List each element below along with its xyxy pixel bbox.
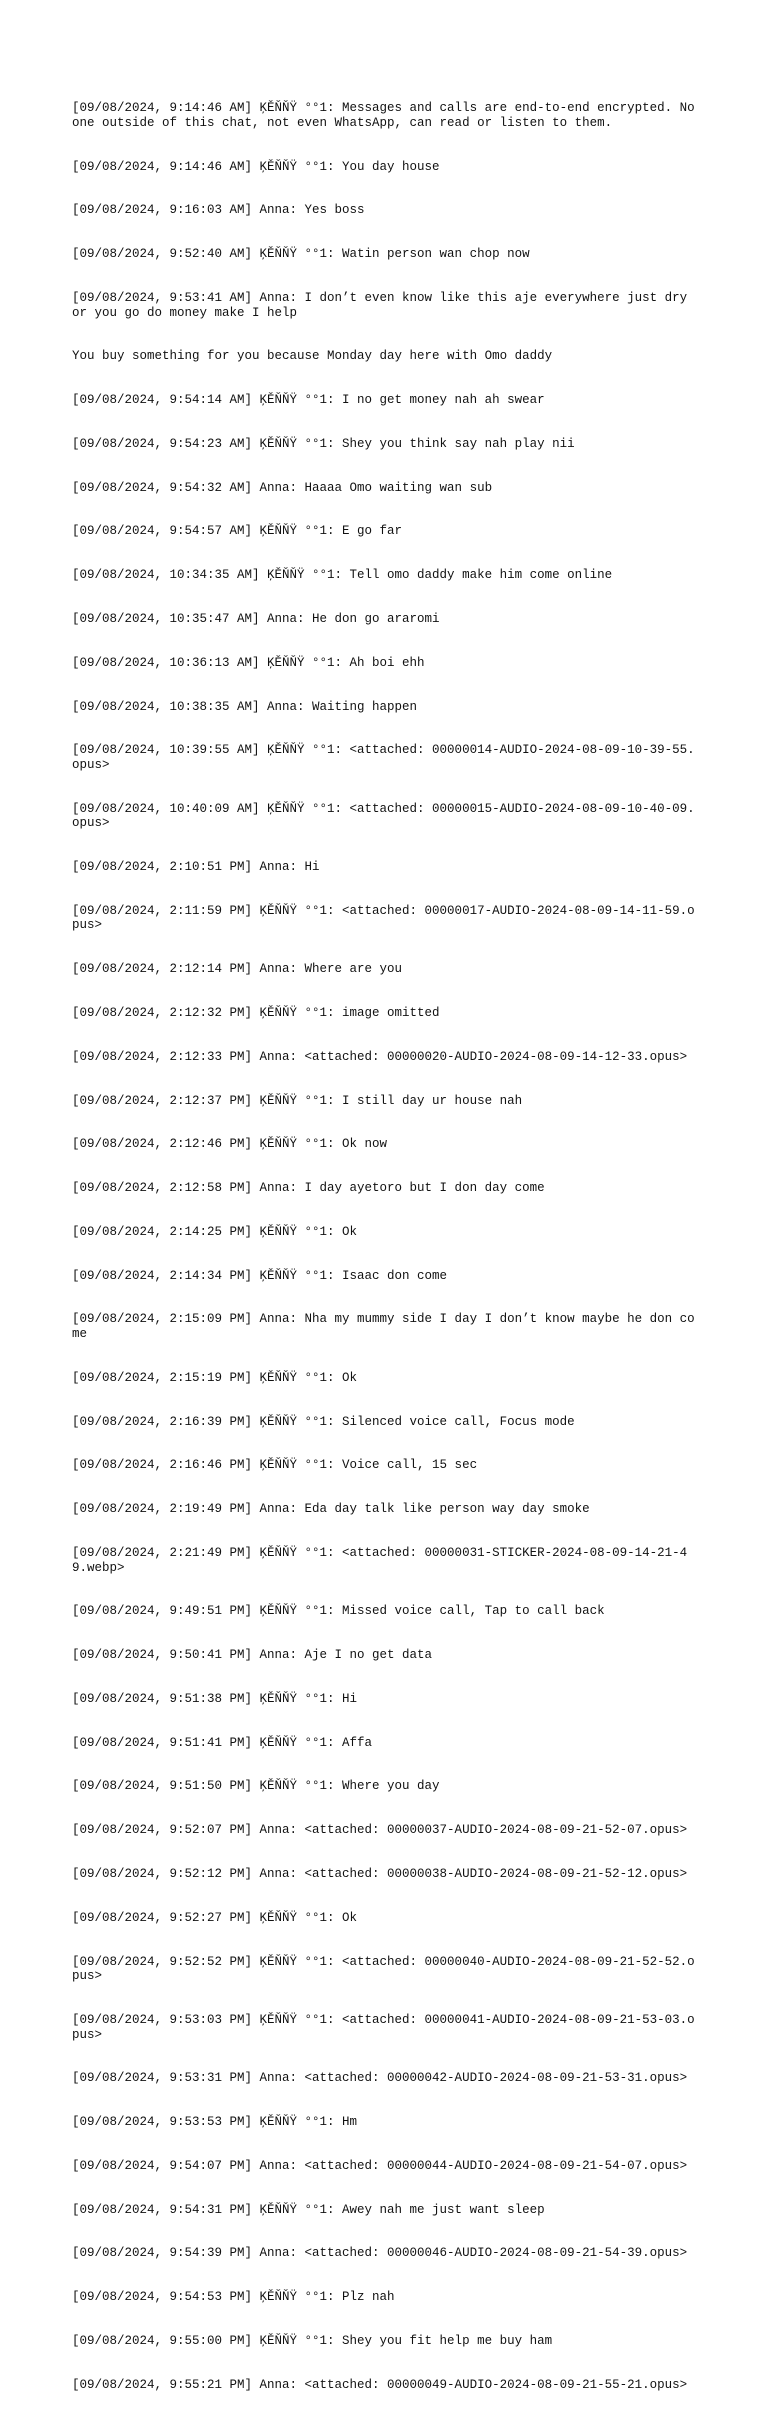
message-line: [09/08/2024, 9:54:23 AM] ĶĚŇŇŸ °°1: Shey you think say nah play nii bbox=[72, 436, 575, 451]
message-line: [09/08/2024, 2:21:49 PM] ĶĚŇŇŸ °°1: <attached: 00000031-STICKER-2024-08-09-14-21-49.webp> bbox=[72, 1545, 688, 1575]
message-line: [09/08/2024, 9:54:31 PM] ĶĚŇŇŸ °°1: Awey nah me just want sleep bbox=[72, 2202, 545, 2217]
message-line: [09/08/2024, 9:53:53 PM] ĶĚŇŇŸ °°1: Hm bbox=[72, 2115, 358, 2130]
message-line: [09/08/2024, 9:52:12 PM] Anna: <attached: 00000038-AUDIO-2024-08-09-21-52-12.opus> bbox=[72, 1867, 688, 1882]
message-line: [09/08/2024, 9:51:50 PM] ĶĚŇŇŸ °°1: Where you day bbox=[72, 1779, 440, 1794]
message-line: [09/08/2024, 10:34:35 AM] ĶĚŇŇŸ °°1: Tell omo daddy make him come online bbox=[72, 568, 613, 583]
message-line: [09/08/2024, 9:53:03 PM] ĶĚŇŇŸ °°1: <attached: 00000041-AUDIO-2024-08-09-21-53-03.opus> bbox=[72, 2012, 695, 2042]
message-line: [09/08/2024, 9:51:41 PM] ĶĚŇŇŸ °°1: Affa bbox=[72, 1735, 373, 1750]
message-line: [09/08/2024, 2:12:14 PM] Anna: Where are you bbox=[72, 962, 403, 977]
message-line: [09/08/2024, 2:14:34 PM] ĶĚŇŇŸ °°1: Isaac don come bbox=[72, 1268, 448, 1283]
chat-transcript bbox=[72, 72, 703, 2422]
message-line: [09/08/2024, 2:10:51 PM] Anna: Hi bbox=[72, 860, 320, 875]
message-line: [09/08/2024, 2:19:49 PM] Anna: Eda day talk like person way day smoke bbox=[72, 1502, 590, 1517]
message-line: [09/08/2024, 2:12:58 PM] Anna: I day ayetoro but I don day come bbox=[72, 1181, 545, 1196]
message-line: [09/08/2024, 9:14:46 AM] ĶĚŇŇŸ °°1: Messages and calls are end-to-end encrypted. No one outside of this chat, not even WhatsApp, can read or listen to them. bbox=[72, 101, 703, 130]
message-line: [09/08/2024, 9:54:14 AM] ĶĚŇŇŸ °°1: I no get money nah ah swear bbox=[72, 393, 545, 408]
message-line: [09/08/2024, 9:52:07 PM] Anna: <attached: 00000037-AUDIO-2024-08-09-21-52-07.opus> bbox=[72, 1823, 688, 1838]
message-line: [09/08/2024, 9:49:51 PM] ĶĚŇŇŸ °°1: Missed voice call, Tap to call back bbox=[72, 1604, 605, 1619]
message-line: [09/08/2024, 9:52:52 PM] ĶĚŇŇŸ °°1: <attached: 00000040-AUDIO-2024-08-09-21-52-52.opus> bbox=[72, 1954, 695, 1984]
message-line: [09/08/2024, 2:11:59 PM] ĶĚŇŇŸ °°1: <attached: 00000017-AUDIO-2024-08-09-14-11-59.opus> bbox=[72, 903, 695, 933]
message-line: [09/08/2024, 9:54:57 AM] ĶĚŇŇŸ °°1: E go far bbox=[72, 524, 403, 539]
message-line: You buy something for you because Monday day here with Omo daddy bbox=[72, 349, 553, 364]
message-line: [09/08/2024, 2:12:33 PM] Anna: <attached: 00000020-AUDIO-2024-08-09-14-12-33.opus> bbox=[72, 1049, 688, 1064]
message-line: [09/08/2024, 2:15:19 PM] ĶĚŇŇŸ °°1: Ok bbox=[72, 1370, 358, 1385]
message-line: [09/08/2024, 2:15:09 PM] Anna: Nha my mummy side I day I don’t know maybe he don come bbox=[72, 1312, 695, 1342]
message-line: [09/08/2024, 10:40:09 AM] ĶĚŇŇŸ °°1: <attached: 00000015-AUDIO-2024-08-09-10-40-09.opus> bbox=[72, 801, 695, 831]
message-line: [09/08/2024, 9:14:46 AM] ĶĚŇŇŸ °°1: You day house bbox=[72, 159, 440, 174]
message-line: [09/08/2024, 9:55:21 PM] Anna: <attached: 00000049-AUDIO-2024-08-09-21-55-21.opus> bbox=[72, 2377, 688, 2392]
message-line: [09/08/2024, 2:14:25 PM] ĶĚŇŇŸ °°1: Ok bbox=[72, 1224, 358, 1239]
message-line: [09/08/2024, 9:53:31 PM] Anna: <attached: 00000042-AUDIO-2024-08-09-21-53-31.opus> bbox=[72, 2071, 688, 2086]
message-line: [09/08/2024, 9:54:32 AM] Anna: Haaaa Omo waiting wan sub bbox=[72, 480, 493, 495]
message-line: [09/08/2024, 10:35:47 AM] Anna: He don go araromi bbox=[72, 611, 440, 626]
message-line: [09/08/2024, 2:16:46 PM] ĶĚŇŇŸ °°1: Voice call, 15 sec bbox=[72, 1458, 478, 1473]
message-line: [09/08/2024, 2:16:39 PM] ĶĚŇŇŸ °°1: Silenced voice call, Focus mode bbox=[72, 1414, 575, 1429]
message-line: [09/08/2024, 9:52:27 PM] ĶĚŇŇŸ °°1: Ok bbox=[72, 1910, 358, 1925]
message-line: [09/08/2024, 9:55:00 PM] ĶĚŇŇŸ °°1: Shey you fit help me buy ham bbox=[72, 2334, 553, 2349]
message-line: [09/08/2024, 9:16:03 AM] Anna: Yes boss bbox=[72, 203, 365, 218]
message-line: [09/08/2024, 2:12:46 PM] ĶĚŇŇŸ °°1: Ok now bbox=[72, 1137, 388, 1152]
message-line: [09/08/2024, 10:38:35 AM] Anna: Waiting happen bbox=[72, 699, 418, 714]
message-line: [09/08/2024, 9:53:41 AM] Anna: I don’t even know like this aje everywhere just dry or you go do money make I help bbox=[72, 290, 695, 320]
message-line: [09/08/2024, 2:12:37 PM] ĶĚŇŇŸ °°1: I still day ur house nah bbox=[72, 1093, 523, 1108]
message-line: [09/08/2024, 9:52:40 AM] ĶĚŇŇŸ °°1: Watin person wan chop now bbox=[72, 247, 530, 262]
message-line: [09/08/2024, 9:50:41 PM] Anna: Aje I no get data bbox=[72, 1648, 433, 1663]
message-line: [09/08/2024, 10:39:55 AM] ĶĚŇŇŸ °°1: <attached: 00000014-AUDIO-2024-08-09-10-39-55.opus> bbox=[72, 743, 695, 772]
message-line: [09/08/2024, 9:54:53 PM] ĶĚŇŇŸ °°1: Plz nah bbox=[72, 2290, 395, 2305]
message-line: [09/08/2024, 9:54:07 PM] Anna: <attached: 00000044-AUDIO-2024-08-09-21-54-07.opus> bbox=[72, 2158, 688, 2173]
message-line: [09/08/2024, 9:51:38 PM] ĶĚŇŇŸ °°1: Hi bbox=[72, 1691, 358, 1706]
message-line: [09/08/2024, 2:12:32 PM] ĶĚŇŇŸ °°1: image omitted bbox=[72, 1006, 440, 1020]
message-line: [09/08/2024, 10:36:13 AM] ĶĚŇŇŸ °°1: Ah boi ehh bbox=[72, 655, 425, 670]
message-line: [09/08/2024, 9:54:39 PM] Anna: <attached: 00000046-AUDIO-2024-08-09-21-54-39.opus> bbox=[72, 2246, 688, 2261]
